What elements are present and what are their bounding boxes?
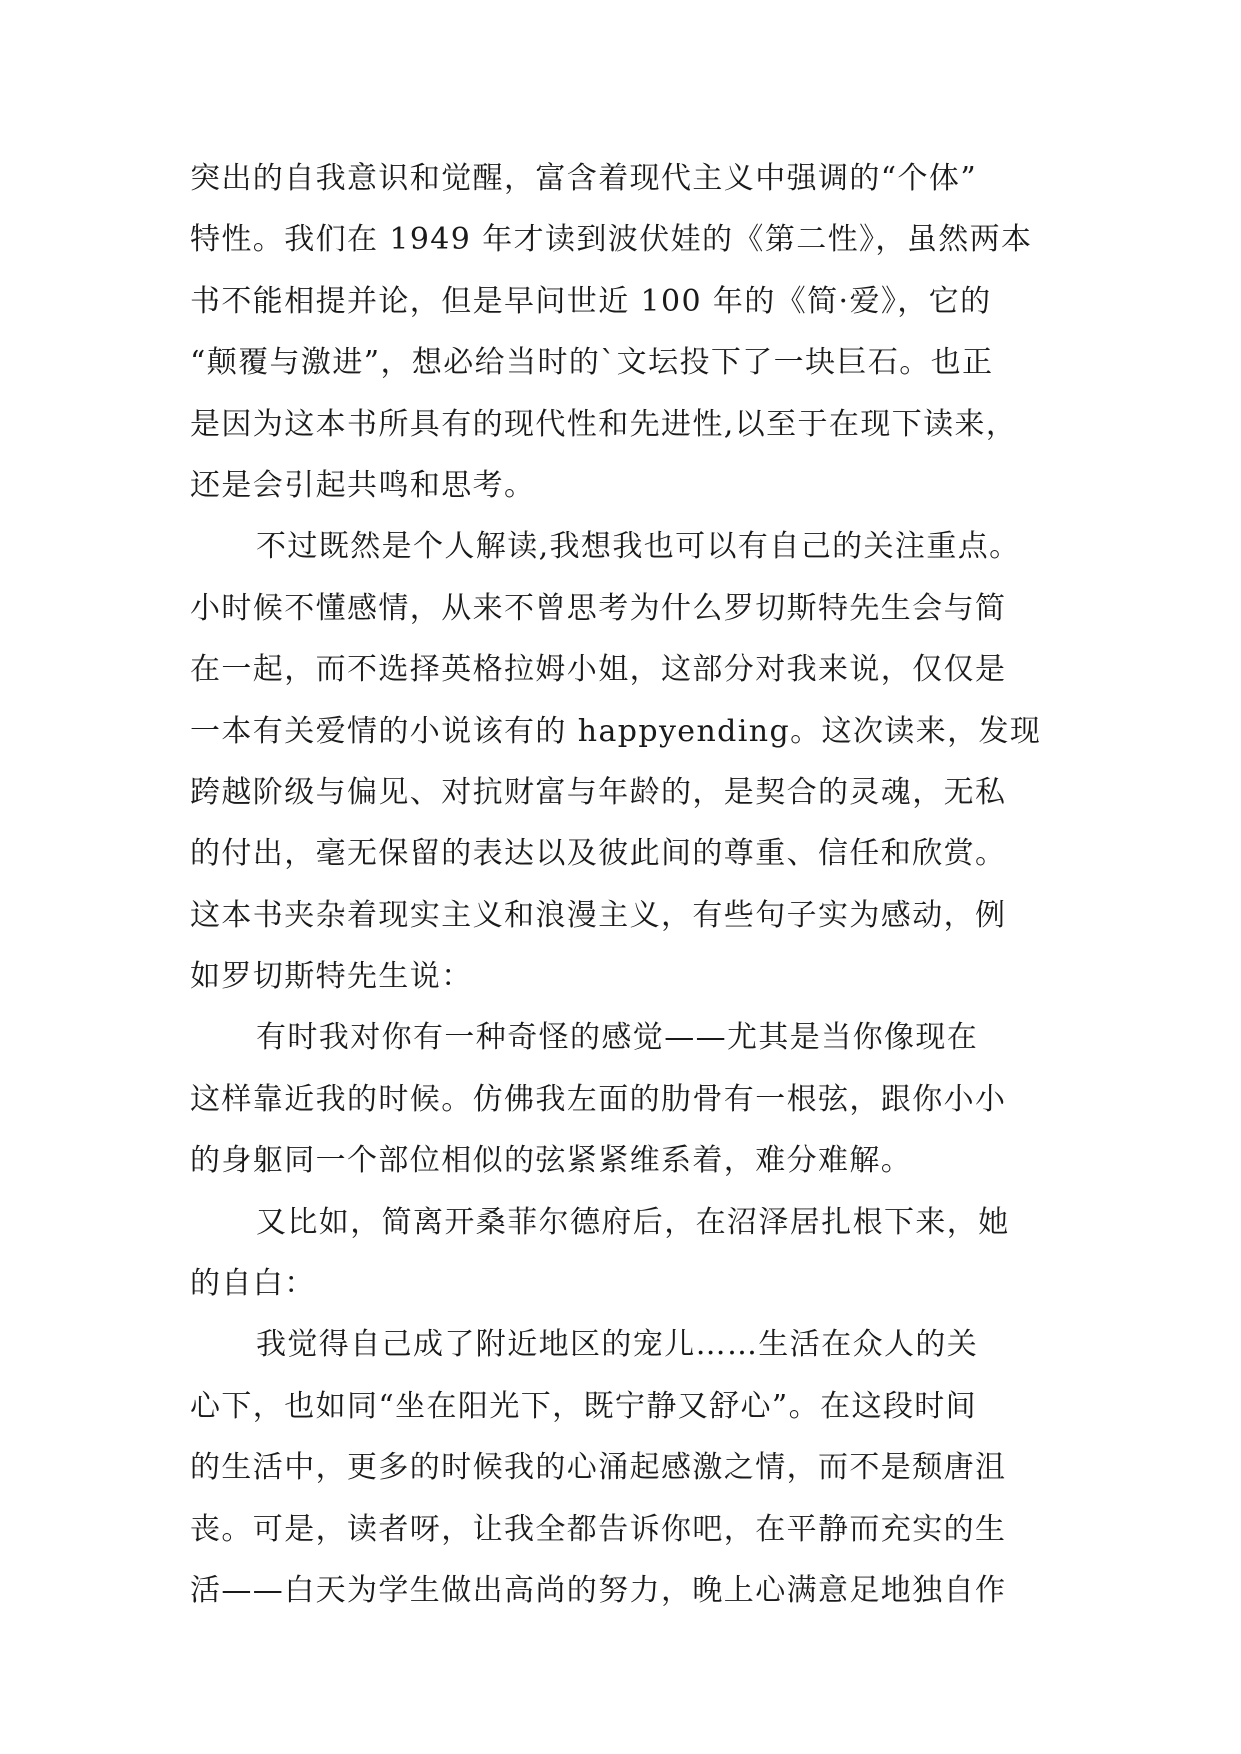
text-line: 的付出，毫无保留的表达以及彼此间的尊重、信任和欣赏。 [190, 836, 1007, 872]
text-line: 又比如，简离开桑菲尔德府后，在沼泽居扎根下来，她 [256, 1204, 1010, 1240]
text-line: 书不能相提并论，但是早问世近 100 年的《简·爱》，它的 [190, 283, 992, 319]
text-line: 丧。可是，读者呀，让我全都告诉你吧，在平静而充实的生 [190, 1511, 1007, 1547]
text-line: 心下，也如同“坐在阳光下，既宁静又舒心”。在这段时间 [190, 1388, 978, 1424]
text-line: 这样靠近我的时候。仿佛我左面的肋骨有一根弦，跟你小小 [190, 1081, 1007, 1117]
text-line: 在一起，而不选择英格拉姆小姐，这部分对我来说，仅仅是 [190, 652, 1007, 688]
text-line: 小时候不懂感情，从来不曾思考为什么罗切斯特先生会与简 [190, 590, 1007, 626]
text-line: 活——白天为学生做出高尚的努力，晚上心满意足地独自作 [190, 1572, 1007, 1608]
text-line: 如罗切斯特先生说： [190, 959, 473, 995]
text-line: 突出的自我意识和觉醒，富含着现代主义中强调的“个体” [190, 161, 978, 196]
text-line: 还是会引起共鸣和思考。 [190, 467, 536, 503]
text-line: 是因为这本书所具有的现代性和先进性,以至于在现下读来， [190, 406, 1018, 442]
text-line: 一本有关爱情的小说该有的 happyending。这次读来，发现 [190, 713, 1042, 749]
text-line: 的身躯同一个部位相似的弦紧紧维系着，难分难解。 [190, 1143, 913, 1179]
text-line: 不过既然是个人解读,我想我也可以有自己的关注重点。 [256, 529, 1021, 565]
text-line: 跨越阶级与偏见、对抗财富与年龄的，是契合的灵魂，无私 [190, 774, 1007, 810]
text-line: 的自白： [190, 1266, 316, 1302]
text-line: 特性。我们在 1949 年才读到波伏娃的《第二性》，虽然两本 [190, 222, 1033, 258]
text-line: 这本书夹杂着现实主义和浪漫主义，有些句子实为感动，例 [190, 897, 1007, 933]
body-text [190, 148, 1050, 1621]
text-line: “颠覆与激进”，想必给当时的`文坛投下了一块巨石。也正 [190, 345, 994, 381]
text-line: 我觉得自己成了附近地区的宠儿……生活在众人的关 [256, 1327, 979, 1363]
text-line: 有时我对你有一种奇怪的感觉——尤其是当你像现在 [256, 1020, 979, 1056]
text-line: 的生活中，更多的时候我的心涌起感激之情，而不是颓唐沮 [190, 1450, 1007, 1486]
